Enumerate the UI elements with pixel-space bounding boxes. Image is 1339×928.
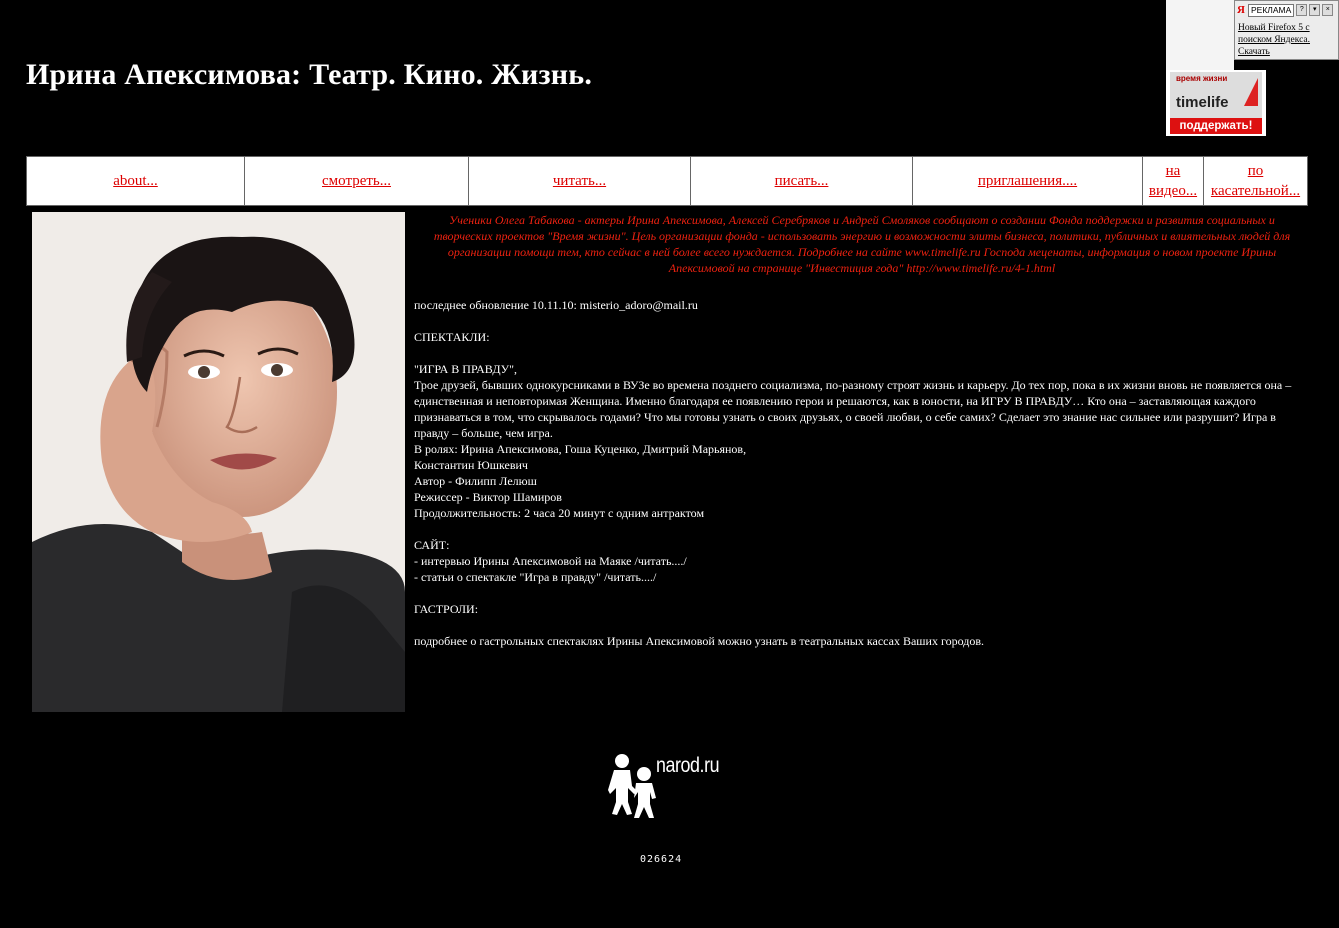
timelife-tagline: время жизни	[1176, 74, 1228, 83]
ad-menu-icon[interactable]: ▾	[1309, 4, 1320, 16]
tour-heading: ГАСТРОЛИ:	[414, 602, 479, 616]
plays-heading: СПЕКТАКЛИ:	[414, 330, 490, 344]
site-heading: САЙТ:	[414, 538, 450, 552]
nav-link-tangent[interactable]: по касательной...	[1210, 163, 1301, 199]
nav-link-invitations[interactable]: приглашения....	[977, 173, 1078, 189]
yandex-logo-icon: Я	[1237, 4, 1245, 16]
ad-link-download[interactable]: Скачать	[1238, 47, 1270, 57]
timelife-banner-inner	[1170, 72, 1262, 134]
timelife-logo: timelife	[1176, 94, 1229, 111]
nav-cell-read	[469, 157, 691, 205]
main-nav	[26, 156, 1308, 206]
ad-help-icon[interactable]: ?	[1296, 4, 1307, 16]
last-updated: последнее обновление 10.11.10: misterio_adoro@mail.ru	[414, 298, 698, 312]
portrait-image	[32, 212, 405, 712]
ad-header	[1235, 1, 1338, 19]
ad-text	[1235, 19, 1338, 58]
foundation-announcement: Ученики Олега Табакова - актеры Ирина Апексимова, Алексей Серебряков и Андрей Смоляков сообщают о создании Фонда поддержки и развития социальных и творческих проектов "Время жизни". Цель организации фонда - использовать энергию и возможности элиты бизнеса, политики, публичных и влиятельных людей для организации помощи тем, кто сейчас в ней более всего нуждается. Подробнее на сайте www.timelife.ru Господа меценаты, информация о новом проекте Ирины Апексимовой на странице "Инвестиция года" http://www.timelife.ru/4-1.html	[433, 213, 1291, 275]
nav-cell-about	[27, 157, 245, 205]
ad-link-line1[interactable]: Новый Firefox 5 с	[1238, 23, 1310, 33]
nav-link-watch[interactable]: смотреть...	[322, 173, 391, 189]
nav-cell-watch	[245, 157, 469, 205]
main-content	[414, 212, 1302, 649]
ad-label: РЕКЛАМА	[1248, 4, 1294, 17]
page-title: Ирина Апексимова: Театр. Кино. Жизнь.	[26, 58, 593, 91]
play-author: Автор - Филипп Лелюш	[414, 474, 537, 488]
sail-icon	[1244, 78, 1258, 106]
nav-cell-write	[691, 157, 913, 205]
narod-wordmark: narod.ru	[656, 754, 720, 777]
tour-text: подробнее о гастрольных спектаклях Ирины Апексимовой можно узнать в театральных кассах Ваших городов.	[414, 634, 984, 648]
play-title: "ИГРА В ПРАВДУ",	[414, 362, 518, 376]
visit-counter: 026624	[640, 854, 683, 865]
actress-portrait	[32, 212, 405, 712]
play-duration: Продолжительность: 2 часа 20 минут с одним антрактом	[414, 506, 705, 520]
timelife-support-button[interactable]: поддержать!	[1170, 118, 1262, 134]
timelife-banner[interactable]	[1166, 70, 1266, 136]
nav-cell-tangent	[1204, 157, 1307, 205]
nav-cell-invitations	[913, 157, 1143, 205]
play-cast-line2: Константин Юшкевич	[414, 458, 528, 472]
nav-link-read[interactable]: читать...	[552, 173, 607, 189]
nav-link-about[interactable]: about...	[113, 173, 158, 189]
ad-close-icon[interactable]: ×	[1322, 4, 1333, 16]
content-text	[414, 297, 1302, 649]
play-director: Режиссер - Виктор Шамиров	[414, 490, 562, 504]
nav-link-video[interactable]: на видео...	[1148, 163, 1198, 199]
narod-logo[interactable]	[608, 752, 728, 820]
site-link-articles[interactable]: - статьи о спектакле "Игра в правду" /читать..../	[414, 570, 657, 584]
ad-background	[1166, 0, 1234, 70]
ad-link-line2[interactable]: поиском Яндекса.	[1238, 35, 1310, 45]
play-cast-line1: В ролях: Ирина Апексимова, Гоша Куценко, Дмитрий Марьянов,	[414, 442, 747, 456]
yandex-ad-widget[interactable]	[1234, 0, 1339, 60]
site-link-interview[interactable]: - интервью Ирины Апексимовой на Маяке /читать..../	[414, 554, 687, 568]
play-description: Трое друзей, бывших однокурсниками в ВУЗе во времена позднего социализма, по-разному строят жизнь и карьеру. До тех пор, пока в их жизни вновь не появляется она – единственная и неповторимая Женщина. Именно благодаря ее появлению герои и решаются, как в юности, на ИГРУ В ПРАВДУ… Кто она – заставляющая каждого признаваться в том, что скрывалось годами? Что мы готовы узнать о своих друзьях, о своей любви, о себе самих? Сделает это знание нас сильнее или разрушит? Игра в правду – больше, чем игра.	[414, 378, 1292, 440]
nav-cell-video	[1143, 157, 1204, 205]
nav-link-write[interactable]: писать...	[774, 173, 829, 189]
